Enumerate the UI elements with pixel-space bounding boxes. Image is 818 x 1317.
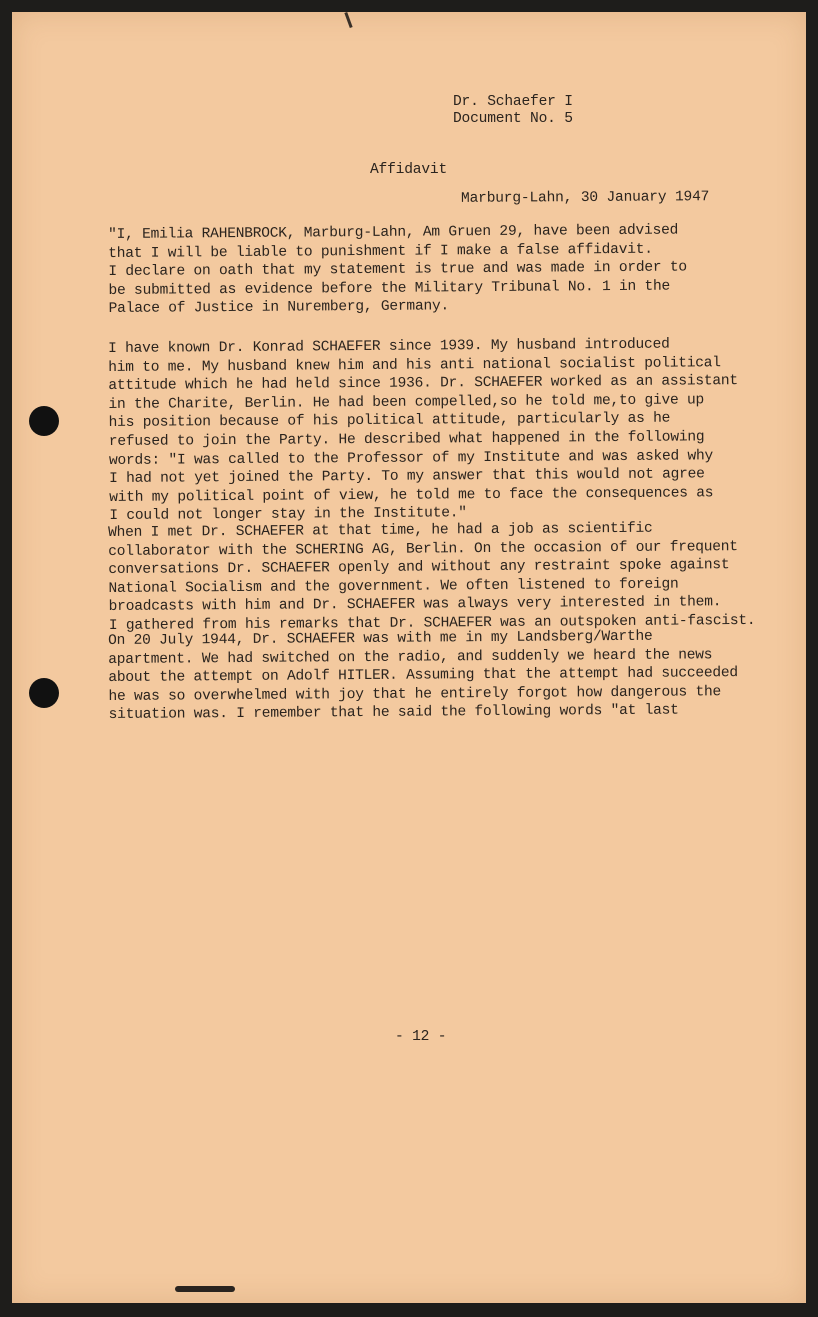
document-page [12, 12, 806, 1303]
punch-hole [29, 406, 59, 436]
text-line: I have known Dr. Konrad SCHAEFER since 1939. My husband introduced [108, 336, 670, 357]
text-line: apartment. We had switched on the radio, and suddenly we heard the news [108, 646, 713, 668]
text-line: I declare on oath that my statement is true and was made in order to [108, 259, 687, 281]
text-line: with my political point of view, he told me to face the consequences as [109, 485, 714, 506]
text-line: collaborator with the SCHERING AG, Berlin. On the occasion of our frequent [108, 538, 738, 560]
binding-tab [175, 1286, 235, 1292]
place-date: Marburg-Lahn, 30 January 1947 [460, 189, 710, 207]
text-line: I gathered from his remarks that Dr. SCHAEFER was an outspoken anti-fascist. [108, 612, 756, 634]
text-line: him to me. My husband knew him and his anti national socialist political [108, 354, 721, 376]
text-line: about the attempt on Adolf HITLER. Assuming that the attempt had succeeded [108, 665, 738, 687]
paragraph [108, 519, 755, 636]
text-line: that I will be liable to punishment if I make a false affidavit. [108, 241, 653, 262]
document-title: Affidavit [370, 162, 448, 178]
text-line: in the Charite, Berlin. He had been compelled,so he told me,to give up [108, 392, 705, 413]
header-line-1: Dr. Schaefer I [453, 94, 573, 110]
punch-hole [29, 678, 59, 708]
text-line: situation was. I remember that he said the following words "at last [108, 702, 679, 724]
header-line-2: Document No. 5 [453, 111, 573, 127]
text-line: When I met Dr. SCHAEFER at that time, he had a job as scientific [108, 520, 653, 541]
paragraph [108, 335, 739, 526]
text-line: "I, Emilia RAHENBROCK, Marburg-Lahn, Am Gruen 29, have been advised [108, 222, 679, 243]
ink-mark [344, 12, 352, 28]
page-number: - 12 - [395, 1029, 447, 1045]
text-line: conversations Dr. SCHAEFER openly and without any restraint spoke against [108, 557, 730, 579]
text-line: be submitted as evidence before the Military Tribunal No. 1 in the [108, 278, 671, 299]
text-line: I could not longer stay in the Institute." [109, 505, 467, 525]
text-line: Palace of Justice in Nuremberg, Germany. [108, 298, 450, 318]
paragraph [108, 221, 687, 319]
text-line: attitude which he had held since 1936. Dr. SCHAEFER worked as an assistant [108, 373, 738, 395]
text-line: his position because of his political attitude, particularly as he [108, 410, 671, 432]
text-line: On 20 July 1944, Dr. SCHAEFER was with me in my Landsberg/Warthe [108, 628, 653, 649]
paragraph [108, 627, 738, 725]
text-line: refused to join the Party. He described what happened in the following [108, 429, 705, 450]
text-line: National Socialism and the government. We often listened to foreign [108, 576, 679, 597]
text-line: I had not yet joined the Party. To my answer that this would not agree [109, 466, 705, 488]
text-line: he was so overwhelmed with joy that he entirely forgot how dangerous the [108, 683, 722, 705]
text-line: broadcasts with him and Dr. SCHAEFER was always very interested in them. [108, 594, 722, 616]
text-line: words: "I was called to the Professor of my Institute and was asked why [108, 447, 714, 469]
